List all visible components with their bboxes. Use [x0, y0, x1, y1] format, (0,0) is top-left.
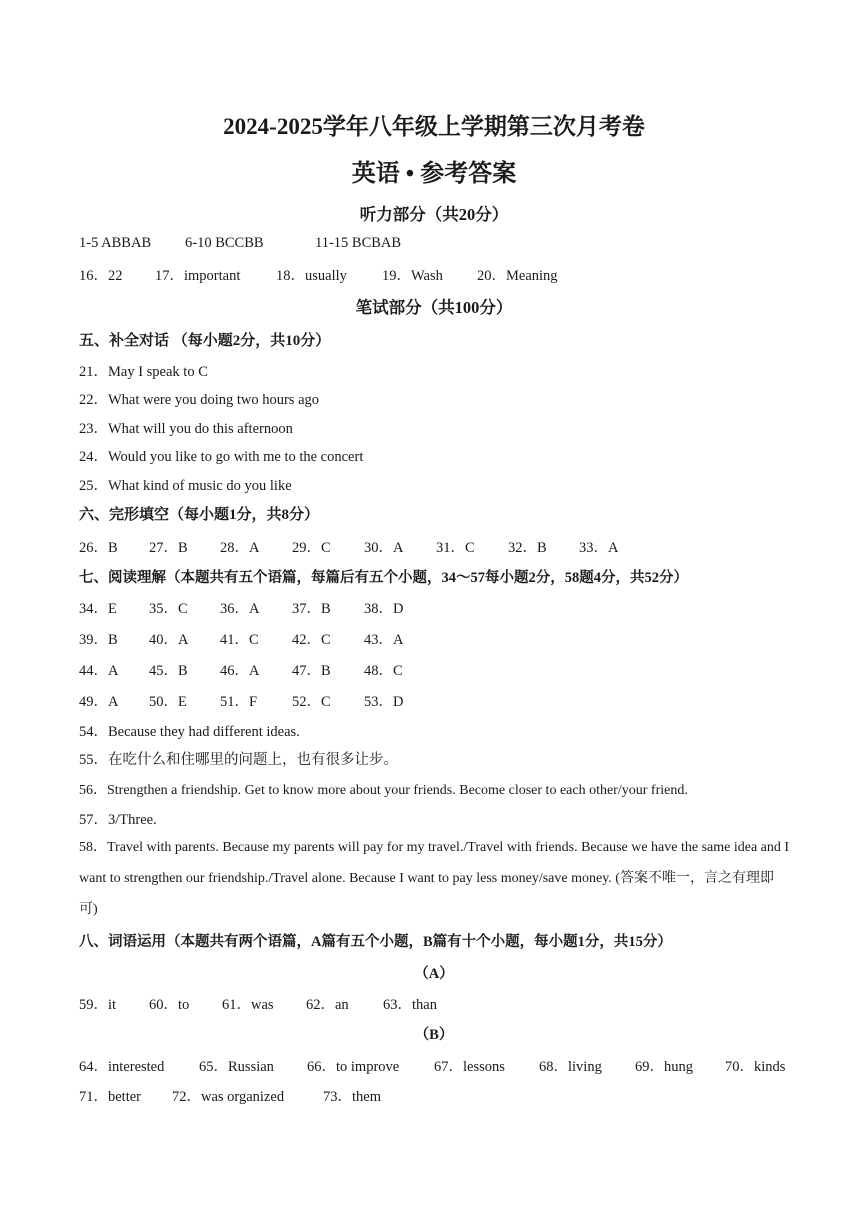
answer-item: 44．A	[79, 663, 119, 679]
section-5-heading: 五、补全对话 （每小题2分，共10分）	[79, 333, 331, 349]
answer-item: 40．A	[149, 632, 189, 648]
answer-item: 18．usually	[276, 268, 347, 284]
answer-item: 59．it	[79, 997, 117, 1013]
answer-item: 30．A	[364, 540, 404, 556]
answer-item: 65．Russian	[199, 1059, 274, 1075]
answer-item: 63．than	[383, 997, 437, 1013]
answer-line: 56．Strengthen a friendship. Get to know more about your friends. Become closer to each other/your friend.	[79, 783, 688, 798]
answer-item: 38．D	[364, 601, 404, 617]
answer-item: 72．was organized	[172, 1089, 285, 1105]
written-heading: 笔试部分（共100分）	[355, 298, 513, 317]
answer-line: 55．在吃什么和住哪里的问题上，也有很多让步。	[79, 752, 398, 768]
section-7-heading: 七、阅读理解（本题共有五个语篇，每篇后有五个小题，34～57每小题2分，58题4分，共52分）	[79, 570, 688, 586]
answer-line: 25．What kind of music do you like	[79, 478, 292, 494]
answer-item: 33．A	[579, 540, 619, 556]
part-a-label: （A）	[414, 966, 454, 982]
answer-item: 35．C	[149, 601, 188, 617]
answer-item: 70．kinds	[725, 1059, 786, 1075]
answer-item: 27．B	[149, 540, 188, 556]
page-title: 2024-2025学年八年级上学期第三次月考卷	[223, 114, 645, 139]
answer-item: 39．B	[79, 632, 118, 648]
answer-item: 73．them	[323, 1089, 381, 1105]
answer-item: 51．F	[220, 694, 258, 710]
answer-item: 68．living	[539, 1059, 602, 1075]
answer-line: 24．Would you like to go with me to the concert	[79, 449, 364, 465]
answer-item: 61．was	[222, 997, 274, 1013]
part-b-label: （B）	[414, 1027, 454, 1043]
answer-item: 62．an	[306, 997, 349, 1013]
answer-item: 52．C	[292, 694, 331, 710]
answer-item: 41．C	[220, 632, 259, 648]
answer-item: 48．C	[364, 663, 403, 679]
answer-item: 60．to	[149, 997, 190, 1013]
answer-line: 21．May I speak to C	[79, 364, 208, 380]
answer-item: 71．better	[79, 1089, 142, 1105]
answer-group: 11-15 BCBAB	[315, 235, 402, 251]
answer-item: 46．A	[220, 663, 260, 679]
answer-item: 28．A	[220, 540, 260, 556]
answer-item: 50．E	[149, 694, 187, 710]
listening-heading: 听力部分（共20分）	[359, 205, 509, 224]
answer-item: 49．A	[79, 694, 119, 710]
answer-item: 67．lessons	[434, 1059, 505, 1075]
answer-item: 19．Wash	[382, 268, 443, 284]
answer-group: 1-5 ABBAB	[79, 235, 152, 251]
answer-item: 69．hung	[635, 1059, 693, 1075]
answer-group: 6-10 BCCBB	[185, 235, 264, 251]
answer-item: 53．D	[364, 694, 404, 710]
answer-item: 34．E	[79, 601, 117, 617]
answer-line: 22．What were you doing two hours ago	[79, 392, 320, 408]
section-8-heading: 八、词语运用（本题共有两个语篇，A篇有五个小题，B篇有十个小题，每小题1分，共15分）	[79, 934, 672, 950]
section-6-heading: 六、完形填空（每小题1分，共8分）	[79, 507, 320, 523]
answer-line: 23．What will you do this afternoon	[79, 421, 293, 437]
answer-line: 54．Because they had different ideas.	[79, 724, 300, 740]
answer-item: 47．B	[292, 663, 331, 679]
answer-item: 16．22	[79, 268, 123, 284]
page-subtitle: 英语 • 参考答案	[351, 161, 517, 187]
answer-item: 42．C	[292, 632, 331, 648]
answer-item: 64．interested	[79, 1059, 165, 1075]
answer-item: 43．A	[364, 632, 404, 648]
answer-item: 20．Meaning	[477, 268, 558, 284]
answer-item: 66．to improve	[307, 1059, 400, 1075]
answer-line: 57．3/Three.	[79, 812, 157, 828]
answer-item: 45．B	[149, 663, 188, 679]
answer-item: 29．C	[292, 540, 331, 556]
answer-item: 36．A	[220, 601, 260, 617]
answer-paragraph: 58．Travel with parents. Because my parents will pay for my travel./Travel with friends. Because we have the same idea and I want to strengthen our friendship./Travel alone. Because I want to pay less money/save money. (答案不唯一，言之有理即可)	[79, 840, 790, 917]
answer-item: 17．important	[155, 268, 241, 284]
answer-item: 37．B	[292, 601, 331, 617]
answer-item: 26．B	[79, 540, 118, 556]
answer-item: 31．C	[436, 540, 475, 556]
answer-item: 32．B	[508, 540, 547, 556]
